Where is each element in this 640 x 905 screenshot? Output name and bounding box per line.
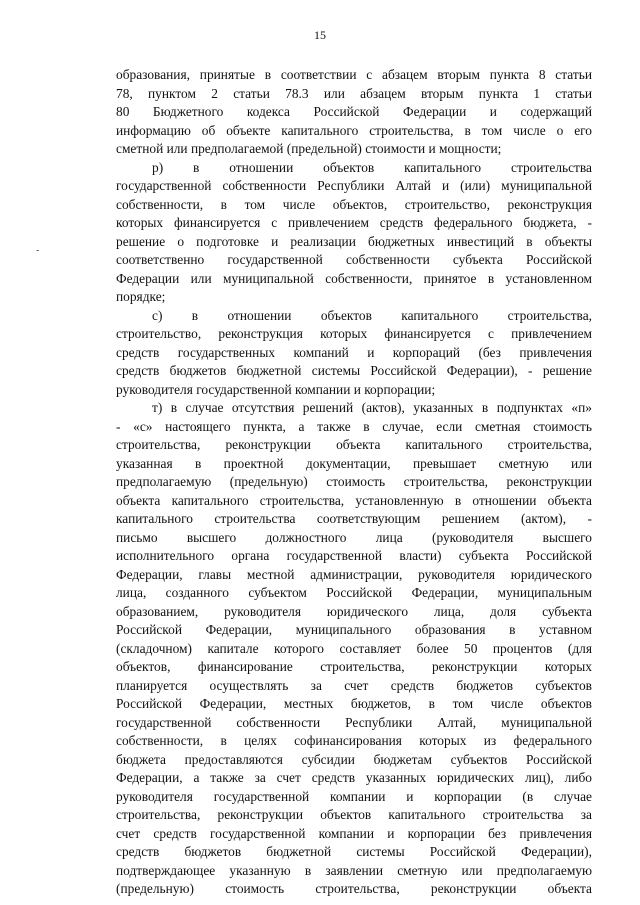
text-line: Федерации, а также за счет средств указанных юридических лиц), либо: [116, 770, 592, 785]
text-line: т) в случае отсутствия решений (актов), указанных в подпунктах «п»: [152, 400, 592, 415]
text-line: - «с» настоящего пункта, а также в случае, если сметная стоимость: [116, 418, 592, 434]
text-line: государственной собственности Республики Алтай и (или) муниципальной: [116, 178, 592, 193]
text-line: строительства, реконструкции объекта капитального строительства,: [116, 437, 592, 452]
text-line: 80 Бюджетного кодекса Российской Федерации и содержащий: [116, 104, 592, 119]
text-line: (складочном) капитале которого составляет более 50 процентов (для: [116, 640, 592, 656]
text-line: счет средств государственной компании и корпорации без привлечения: [116, 825, 592, 841]
text-line: Федерации, главы местной администрации, руководителя юридического: [116, 566, 592, 582]
margin-mark: -: [36, 245, 40, 256]
text-line: предполагаемую (предельную) стоимость строительства, реконструкции: [116, 474, 592, 489]
text-line: с) в отношении объектов капитального строительства,: [152, 307, 592, 323]
text-line: образованием, руководителя юридического лица, доля субъекта: [116, 603, 592, 619]
text-line: исполнительного органа государственной власти) субъекта Российской: [116, 548, 592, 563]
text-line: строительство, реконструкция которых финансируется с привлечением: [116, 326, 592, 341]
text-line: средств бюджетов бюджетной системы Российской Федерации),: [116, 844, 592, 859]
text-line: (предельную) стоимость строительства, реконструкции объекта: [116, 881, 592, 896]
text-line: капитального строительства соответствующим решением (актом), -: [116, 511, 592, 526]
text-line: собственности, в том числе объектов, строительство, реконструкция: [116, 196, 592, 212]
text-line: сметной или предполагаемой (предельной) стоимости и мощности;: [116, 141, 502, 156]
text-line: государственной собственности Республики Алтай, муниципальной: [116, 714, 592, 730]
page-number: 15: [314, 28, 326, 42]
text-line: информацию об объекте капитального строительства, в том числе о его: [116, 122, 592, 138]
text-line: соответственно государственной собственности субъекта Российской: [116, 252, 592, 267]
text-line: средств государственных компаний и корпораций (без привлечения: [116, 344, 592, 360]
text-line: 78, пунктом 2 статьи 78.3 или абзацем вторым пункта 1 статьи: [116, 85, 592, 101]
text-line: строительства, реконструкции объектов капитального строительства за: [116, 807, 592, 822]
text-line: планируется осуществлять за счет средств бюджетов субъектов: [116, 677, 592, 693]
text-line: руководителя государственной компании и корпорации;: [116, 381, 436, 397]
text-line: подтверждающее указанную в заявлении сметную или предполагаемую: [116, 862, 592, 878]
text-line: указанная в проектной документации, превышает сметную или: [116, 455, 592, 471]
text-line: Федерации или муниципальной собственности, принятое в установленном: [116, 270, 592, 286]
text-line: Российской Федерации, местных бюджетов, в том числе объектов: [116, 696, 592, 711]
text-line: объекта капитального строительства, установленную в отношении объекта: [116, 492, 592, 508]
text-line: которых финансируется с привлечением средств федерального бюджета, -: [116, 215, 592, 230]
text-line: средств бюджетов бюджетной системы Российской Федерации), - решение: [116, 363, 592, 378]
text-line: руководителя государственной компании и корпорации (в случае: [116, 788, 592, 804]
text-line: собственности, в целях софинансирования которых из федерального: [116, 733, 592, 748]
text-line: решение о подготовке и реализации бюджетных инвестиций в объекты: [116, 233, 592, 249]
text-line: р) в отношении объектов капитального строительства: [152, 159, 592, 175]
text-line: порядке;: [116, 289, 166, 304]
text-line: лица, созданного субъектом Российской Федерации, муниципальным: [116, 585, 592, 600]
text-line: письмо высшего должностного лица (руководителя высшего: [116, 529, 592, 545]
text-line: Российской Федерации, муниципального образования в уставном: [116, 622, 592, 637]
body-text: [116, 66, 592, 899]
text-line: объектов, финансирование строительства, реконструкции которых: [116, 659, 592, 674]
text-line: бюджета предоставляются субсидии бюджетам субъектов Российской: [116, 751, 592, 767]
text-line: образования, принятые в соответствии с абзацем вторым пункта 8 статьи: [116, 67, 592, 82]
